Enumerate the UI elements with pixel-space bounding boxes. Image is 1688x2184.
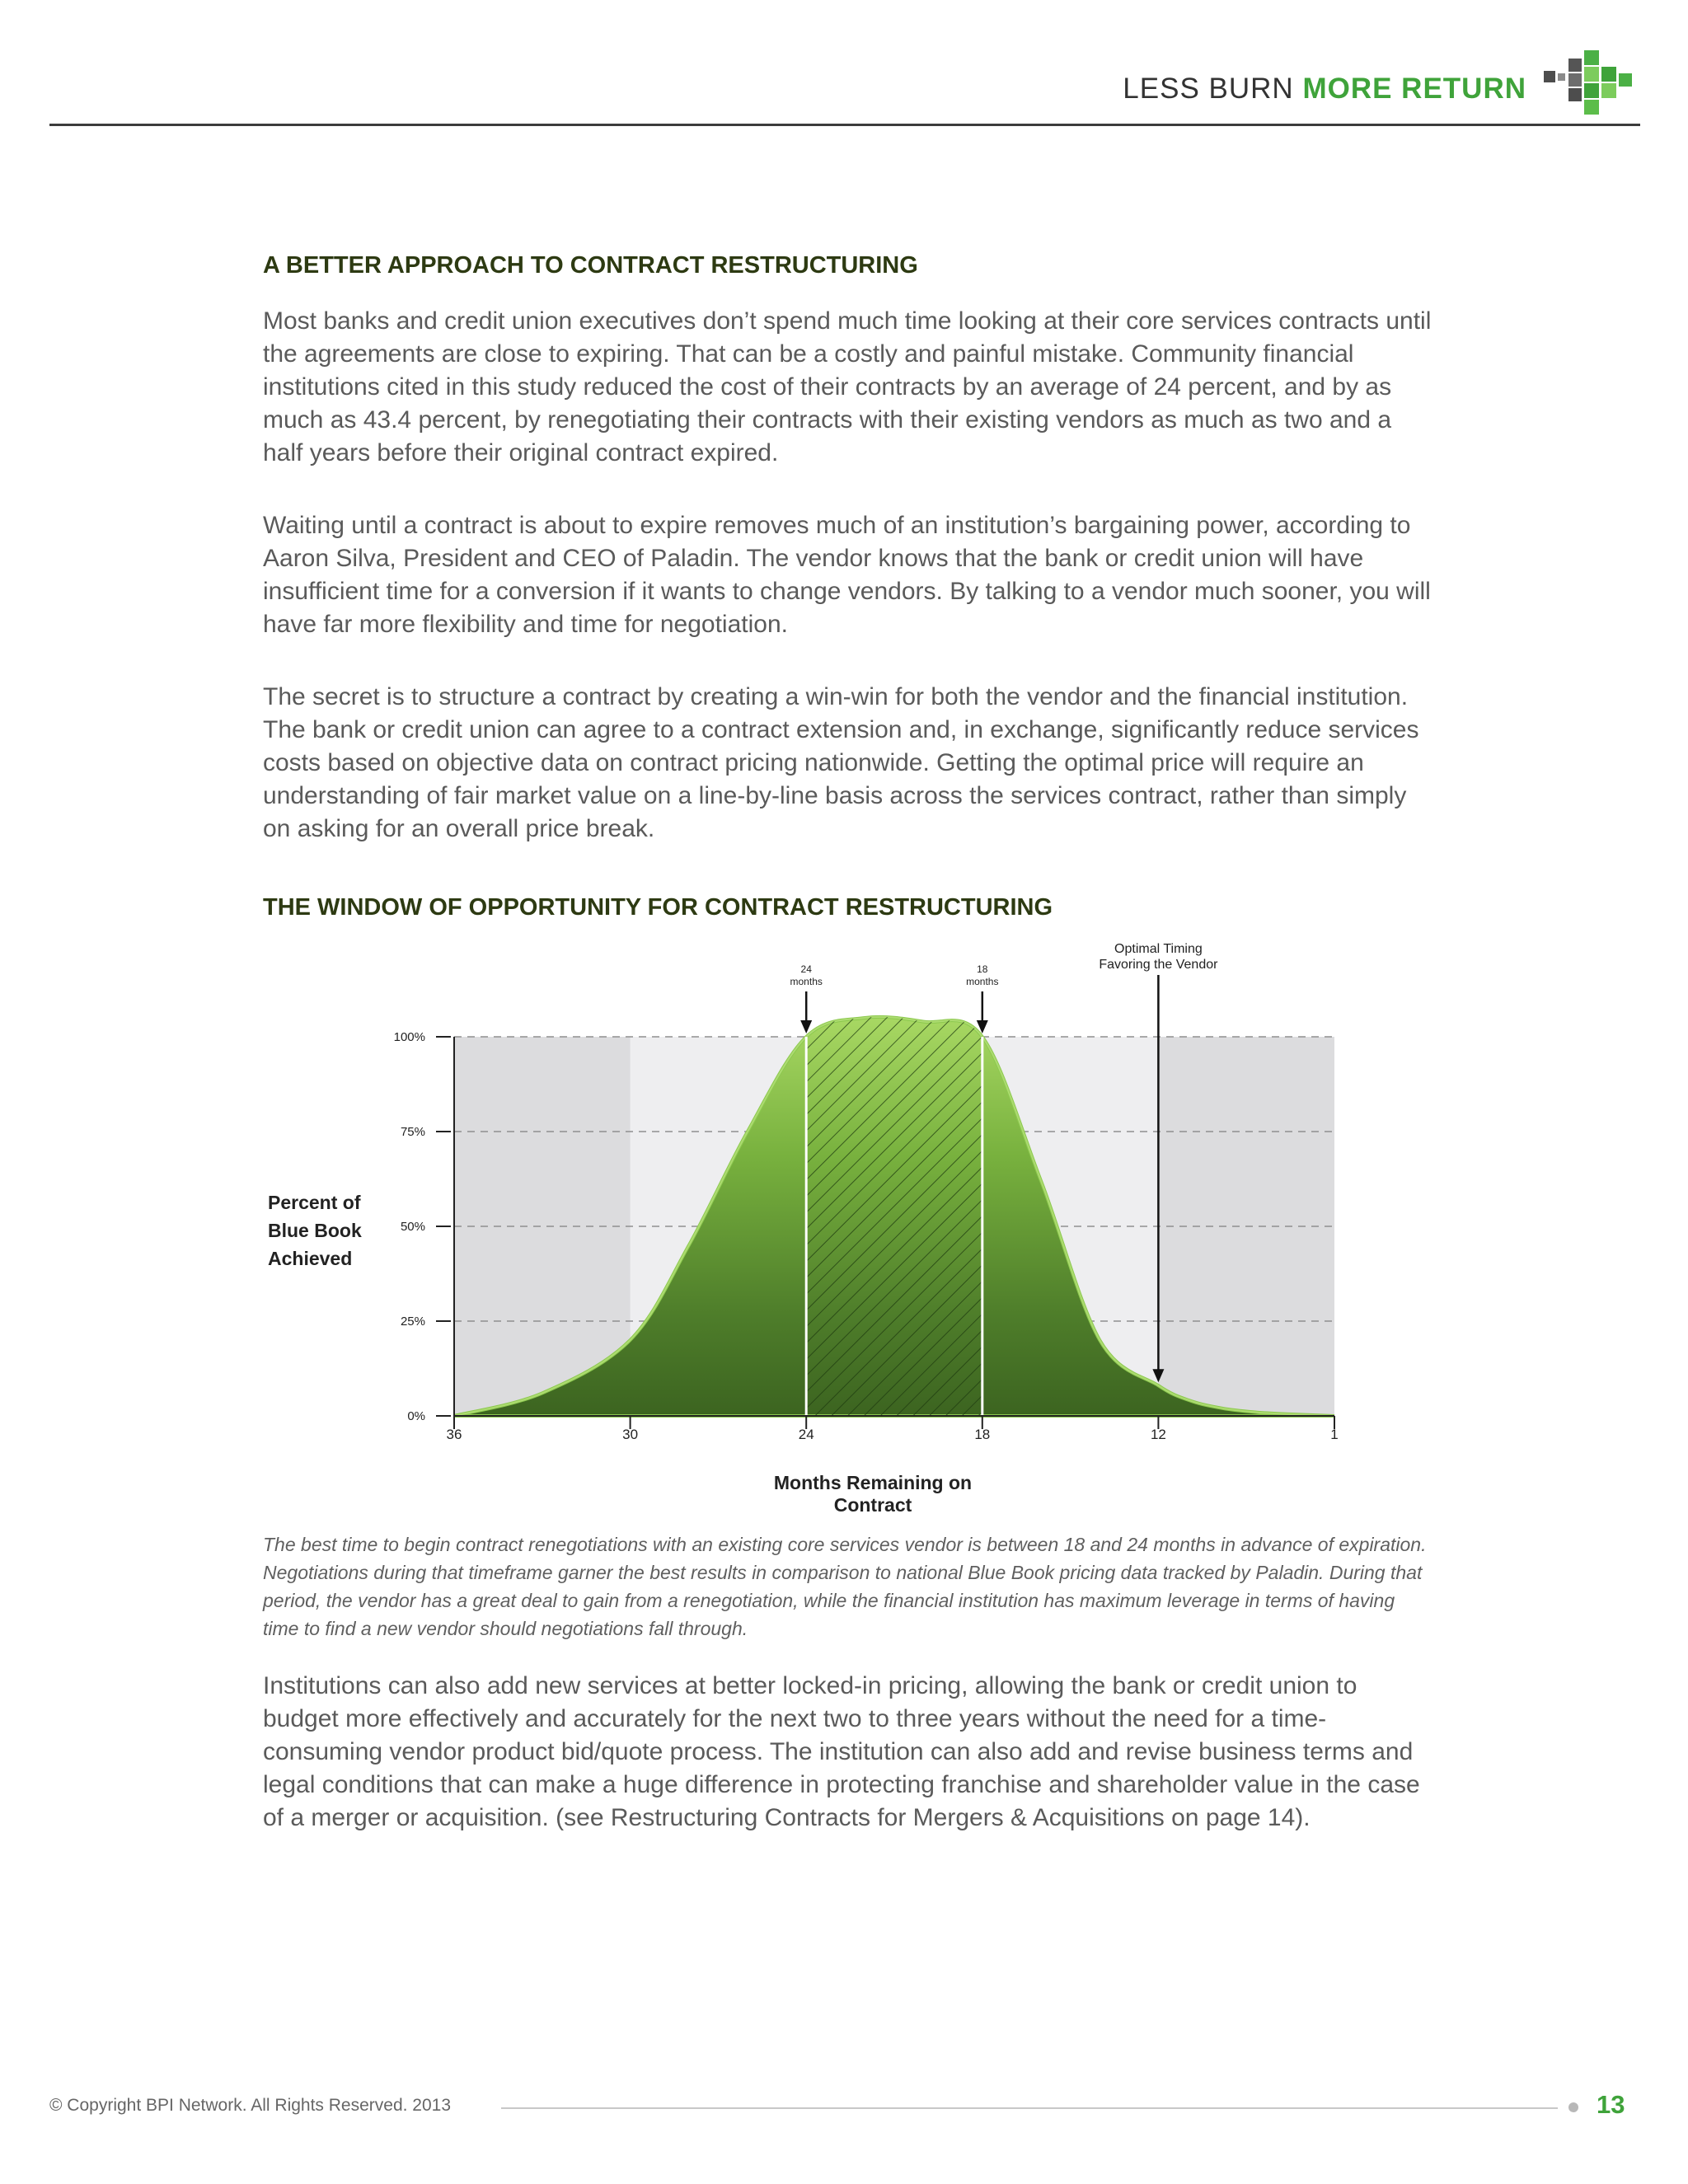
y-axis-label-line: Percent of <box>268 1192 361 1213</box>
footer-copyright: © Copyright BPI Network. All Rights Reserved. 2013 <box>49 2096 452 2115</box>
x-tick-label: 30 <box>622 1427 639 1442</box>
figure-caption: The best time to begin contract renegotiations with an existing core services vendor is between 18 and 24 months in advance of expiration. Negotiations during that timeframe garner the best results in comparison to national Blue Book pricing data tracked by Paladin. During that period, the vendor has a great deal to gain from a renegotiation, while the financial institution has maximum leverage in terms of having time to find a new vendor should negotiations fall through. <box>263 1534 1427 1639</box>
chart-figure <box>263 923 1433 1525</box>
figure-heading: THE WINDOW OF OPPORTUNITY FOR CONTRACT RESTRUCTURING <box>263 894 1053 921</box>
grid-logo-icon <box>1544 50 1643 116</box>
y-axis-label-line: Achieved <box>268 1248 353 1269</box>
x-tick-label: 18 <box>974 1427 991 1442</box>
x-tick-label: 36 <box>446 1427 462 1442</box>
header-tagline <box>1123 73 1526 105</box>
y-tick-label: 50% <box>400 1220 425 1234</box>
annotation-label: Favoring the Vendor <box>1099 958 1218 972</box>
closing-paragraph: Institutions can also add new services at better locked-in pricing, allowing the bank or credit union to budget more effectively and accurately for the next two to three years without the need for a time-consuming vendor product bid/quote process. The institution can also add and revise business terms and legal conditions that can make a huge difference in protecting franchise and shareholder value in the case of a merger or acquisition. (see Restructuring Contracts for Mergers & Acquisitions on page 14). <box>263 1672 1420 1831</box>
page-header <box>49 49 1640 126</box>
y-axis-label-line: Blue Book <box>268 1220 362 1241</box>
section-heading: A BETTER APPROACH TO CONTRACT RESTRUCTURING <box>263 252 918 279</box>
annotation-label: months <box>790 976 823 987</box>
y-tick-label: 25% <box>400 1315 425 1329</box>
annotation-label: Optimal Timing <box>1114 942 1203 956</box>
chart-svg <box>263 923 1433 1467</box>
y-tick-label: 100% <box>393 1030 425 1044</box>
annotation-label: 18 <box>977 963 988 975</box>
paragraph-3: The secret is to structure a contract by creating a win-win for both the vendor and the financial institution. The bank or credit union can agree to a contract extension and, in exchange, significantly reduce services costs based on objective data on contract pricing nationwide. Getting the optimal price will require an understanding of fair market value on a line-by-line basis across the services contract, rather than simply on asking for an overall price break. <box>263 683 1419 842</box>
x-tick-label: 1 <box>1330 1427 1339 1442</box>
tagline-more: MORE RETURN <box>1302 73 1526 105</box>
y-tick-label: 75% <box>400 1125 425 1139</box>
x-axis-label: Months Remaining on Contract <box>773 1472 973 1516</box>
x-tick-label: 24 <box>798 1427 814 1442</box>
annotation-label: 24 <box>800 963 812 975</box>
footer-dot-icon <box>1568 2102 1578 2112</box>
annotation-label: months <box>966 976 999 987</box>
paragraph-1: Most banks and credit union executives don’t spend much time looking at their core services contracts until the agreements are close to expiring. That can be a costly and painful mistake. Community financial institutions cited in this study reduced the cost of their contracts by an average of 24 percent, and by as much as 43.4 percent, by renegotiating their contracts with their existing vendors as much as two and a half years before their original contract expired. <box>263 307 1432 466</box>
paragraph-2: Waiting until a contract is about to expire removes much of an institution’s bargaining power, according to Aaron Silva, President and CEO of Paladin. The vendor knows that the bank or credit union will have insufficient time for a conversion if it wants to change vendors. By talking to a vendor much sooner, you will have far more flexibility and time for negotiation. <box>263 512 1431 638</box>
page-number: 13 <box>1597 2090 1625 2119</box>
x-tick-label: 12 <box>1150 1427 1166 1442</box>
footer-divider <box>501 2107 1558 2109</box>
tagline-less: LESS BURN <box>1123 73 1294 105</box>
y-tick-label: 0% <box>407 1409 425 1423</box>
